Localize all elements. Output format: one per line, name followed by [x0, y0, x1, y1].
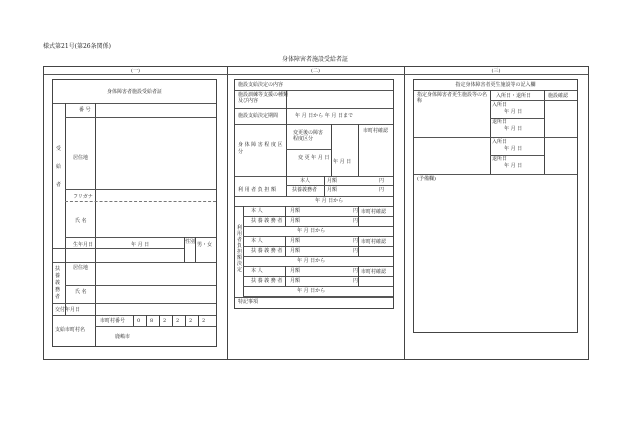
column-divider [227, 67, 228, 359]
monthly-label: 月額 [290, 278, 301, 284]
name-label: 氏 名 [75, 218, 87, 224]
facility-name-label: 指定身体障害者更生施設等の名称 [417, 92, 488, 104]
issue-date-label: 交付年月日 [55, 307, 81, 313]
digit-divider [146, 315, 147, 326]
change-date-value: 年 月 日 [333, 159, 352, 165]
stay-date-value: 年 月 日 [504, 146, 523, 152]
monthly-label: 月額 [290, 208, 301, 214]
row-rule [243, 286, 393, 287]
guardian-name-label: 氏 名 [75, 289, 87, 295]
from-label: 年 月 日から [297, 228, 326, 234]
municipality-digit: 2 [176, 318, 180, 324]
from-label: 年 月 日から [297, 258, 326, 264]
municipality-digit: 8 [150, 318, 154, 324]
column-divider [404, 67, 405, 359]
yen-label: 円 [353, 238, 359, 244]
row-rule [243, 216, 393, 217]
entry-exit-label: 入所日・退所日 [496, 93, 532, 99]
recipient-label: 受 給 者 [56, 146, 62, 188]
decision-box [234, 79, 394, 309]
municipality-digit: 2 [189, 318, 193, 324]
notes-label: 特記事項 [238, 299, 259, 305]
dob-label: 生年月日 [73, 242, 94, 248]
change-date-label: 変 更 年 月 日 [298, 155, 330, 161]
municipality-name: 鹿嶋市 [115, 334, 131, 340]
decision-header: 施設支給決定の内容 [238, 82, 284, 88]
change-section-label: 利用者負担額決定 [237, 225, 243, 273]
stay-date-value: 年 月 日 [504, 163, 523, 169]
period-value: 年 月 日から 年 月 日まで [295, 113, 353, 119]
confirm-label: 市町村確認 [363, 128, 389, 134]
sex-value: 男・女 [197, 242, 213, 248]
sex-label: 性別 [185, 239, 196, 245]
monthly-label: 月額 [290, 218, 301, 224]
facility-confirm-label: 施設確認 [548, 93, 569, 99]
row-divider [285, 206, 286, 226]
address-label: 居住地 [73, 155, 89, 161]
document-title: 身体障害者施設受給者証 [281, 56, 348, 63]
municipality-digit: 2 [163, 318, 167, 324]
row-rule [243, 266, 393, 267]
change-guardian-label: 扶 養 義 務 者 [251, 248, 283, 254]
digit-divider [198, 315, 199, 326]
row-rule [243, 246, 393, 247]
confirm-label: 市町村確認 [361, 239, 387, 245]
yen-label: 円 [353, 248, 359, 254]
digit-divider [185, 315, 186, 326]
card-title: 身体障害者施設受給者証 [106, 89, 162, 95]
stay-exit-label: 退所日 [492, 156, 508, 162]
row-divider [285, 236, 286, 256]
stay-entry-label: 入所日 [492, 102, 508, 108]
spare-label: (予備欄) [417, 176, 436, 182]
digit-divider [172, 315, 173, 326]
digit-divider [133, 315, 134, 326]
recipient-card [52, 79, 217, 347]
row-rule [243, 256, 393, 257]
form-number: 様式第21号(第26条関係) [43, 43, 111, 50]
row-divider [285, 266, 286, 286]
row-divider [358, 206, 359, 226]
confirm-label: 市町村確認 [361, 209, 387, 215]
monthly-label: 月額 [290, 238, 301, 244]
furigana-label: フリガナ [73, 194, 93, 200]
yen-label: 円 [379, 178, 385, 184]
column-1-header: (一) [131, 68, 140, 74]
stay-entry-label: 入所日 [492, 139, 508, 145]
facility-box [413, 79, 578, 333]
change-self-label: 本 人 [251, 208, 263, 214]
confirm-label: 市町村確認 [361, 269, 387, 275]
row-divider [358, 266, 359, 286]
yen-label: 円 [353, 218, 359, 224]
stay-date-value: 年 月 日 [504, 109, 523, 115]
guardian-label: 扶養義務者 [55, 266, 61, 300]
monthly-label: 月額 [327, 187, 338, 193]
municipality-digit: 2 [202, 318, 206, 324]
disability-after-label: 変更後の障害程度区分 [293, 130, 324, 142]
change-self-label: 本 人 [251, 238, 263, 244]
row-rule [243, 226, 393, 227]
yen-label: 円 [353, 278, 359, 284]
period-label: 施設支給決定期間 [238, 113, 279, 119]
row-rule [243, 296, 393, 297]
change-self-label: 本 人 [251, 268, 263, 274]
facility-type-label: 施設訓練等支援の種類及び内容 [238, 92, 289, 104]
guardian-address-label: 居住地 [73, 265, 89, 271]
burden-self: 本人 [300, 178, 311, 184]
municipality-label: 支給市町村名 [55, 327, 86, 333]
row-rule [243, 236, 393, 237]
monthly-label: 月額 [290, 248, 301, 254]
number-label: 番 号 [79, 107, 91, 113]
form-frame [43, 66, 589, 360]
yen-label: 円 [353, 268, 359, 274]
stay-exit-label: 退所日 [492, 119, 508, 125]
row-rule [243, 276, 393, 277]
column-2-header: (二) [311, 68, 320, 74]
municipality-number-label: 市町村番号 [100, 318, 126, 324]
municipality-digit: 0 [137, 318, 141, 324]
monthly-label: 月額 [290, 268, 301, 274]
change-guardian-label: 扶 養 義 務 者 [251, 218, 283, 224]
burden-guardian: 扶養義務者 [292, 187, 318, 193]
digit-divider [159, 315, 160, 326]
yen-label: 円 [379, 187, 385, 193]
yen-label: 円 [353, 208, 359, 214]
change-guardian-label: 扶 養 義 務 者 [251, 278, 283, 284]
from-label: 年 月 日から [297, 288, 326, 294]
monthly-label: 月額 [327, 178, 338, 184]
disability-label: 身 体 障 害 程 度 区 分 [238, 142, 283, 155]
stay-date-value: 年 月 日 [504, 126, 523, 132]
burden-label: 利 用 者 負 担 額 [238, 187, 276, 193]
dob-value: 年 月 日 [131, 242, 150, 248]
header-rule [44, 74, 588, 75]
from-label: 年 月 日から [315, 198, 344, 204]
facility-header: 指定身体障害者更生施設等の記入欄 [455, 82, 536, 88]
column-3-header: (三) [491, 68, 501, 74]
row-divider [358, 236, 359, 256]
